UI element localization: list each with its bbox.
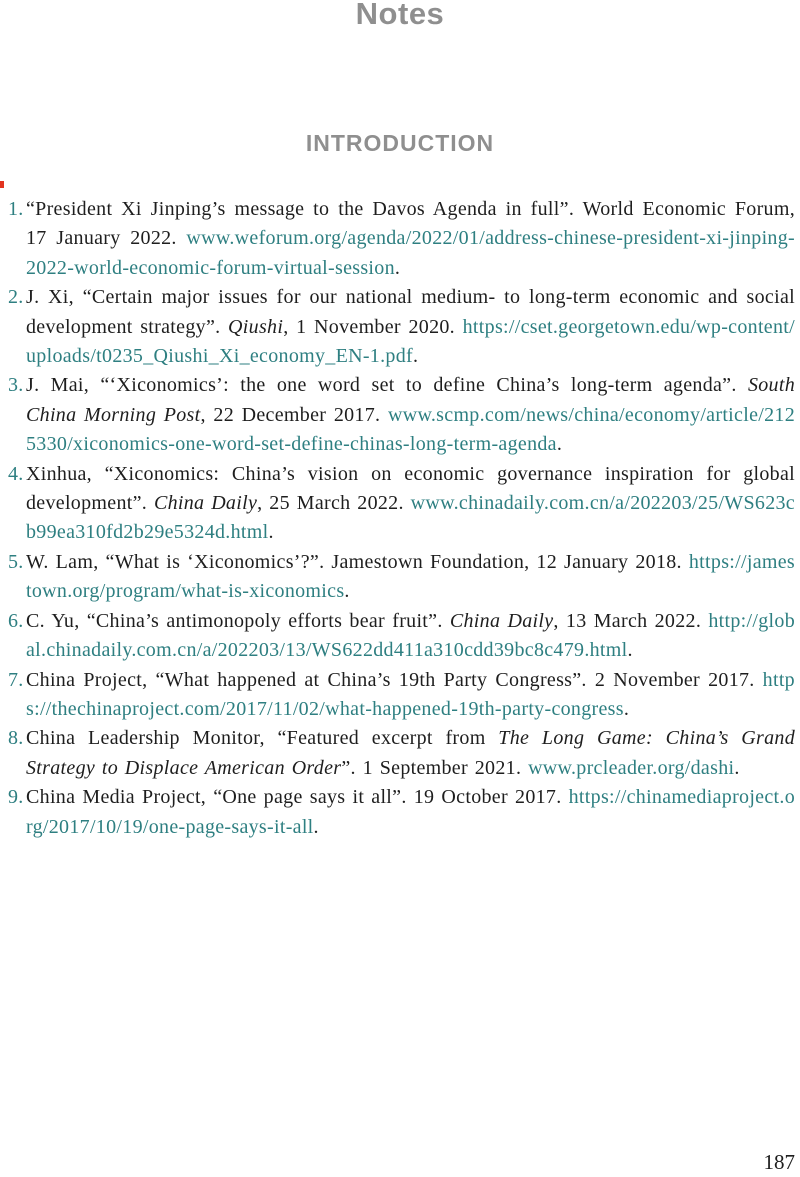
note-text-segment: , 25 March 2022. bbox=[257, 492, 411, 515]
note-item bbox=[8, 195, 795, 283]
note-text bbox=[26, 551, 795, 602]
note-text-segment: . bbox=[268, 521, 274, 544]
note-item bbox=[8, 548, 795, 607]
note-item bbox=[8, 460, 795, 548]
note-text-segment: China Media Project, “One page says it all”. 19 October 2017. bbox=[26, 786, 569, 809]
note-text-segment: Xinhua, “Xiconomics: China’s vision on economic governance inspiration for global development”. bbox=[26, 462, 795, 515]
note-publication-title: South China Morning Post bbox=[26, 374, 795, 426]
note-text-segment: “President Xi Jinping’s message to the Davos Agenda in full”. World Economic Forum, 17 January 2022. bbox=[26, 198, 795, 250]
note-link[interactable]: https://jamestown.org/program/what-is-xiconomics bbox=[26, 550, 795, 603]
note-number: 1. bbox=[8, 198, 24, 220]
note-text-segment: W. Lam, “What is ‘Xiconomics’?”. Jamestown Foundation, 12 January 2018. bbox=[26, 550, 689, 573]
note-text-segment: China Project, “What happened at China’s 19th Party Congress”. 2 November 2017. bbox=[26, 668, 763, 691]
note-link[interactable]: https://chinamediaproject.org/2017/10/19/one-page-says-it-all bbox=[26, 786, 795, 838]
note-link[interactable]: www.chinadaily.com.cn/a/202203/25/WS623cb99ea310fd2b29e5324d.html bbox=[26, 492, 795, 544]
note-text-segment: . bbox=[556, 433, 563, 456]
note-number: 9. bbox=[8, 786, 24, 809]
note-publication-title: China Daily bbox=[153, 492, 258, 515]
note-number: 3. bbox=[8, 374, 24, 397]
page-number: 187 bbox=[763, 1150, 795, 1174]
note-text-segment: . bbox=[313, 815, 319, 838]
note-link[interactable]: www.scmp.com/news/china/economy/article/2125330/xiconomics-one-word-set-define-chinas-long-term-agenda bbox=[26, 403, 796, 456]
red-scan-artifact bbox=[0, 181, 4, 188]
note-text bbox=[26, 727, 795, 778]
note-text-segment: . bbox=[344, 580, 350, 603]
section-heading-introduction: INTRODUCTION bbox=[305, 130, 495, 156]
note-publication-title: Qiushi bbox=[228, 315, 284, 338]
note-text bbox=[26, 374, 795, 455]
note-text-segment: . bbox=[623, 697, 630, 720]
note-link[interactable]: www.prcleader.org/dashi bbox=[528, 756, 735, 779]
note-publication-title: China Daily bbox=[449, 609, 554, 632]
note-item bbox=[8, 371, 795, 459]
note-text bbox=[26, 669, 795, 720]
note-text-segment: , 1 November 2020. bbox=[283, 315, 463, 338]
note-number: 5. bbox=[8, 550, 24, 573]
note-link[interactable]: https://thechinaproject.com/2017/11/02/what-happened-19th-party-congress bbox=[26, 668, 795, 720]
note-text-segment: , 22 December 2017. bbox=[200, 403, 388, 426]
note-link[interactable]: http://global.chinadaily.com.cn/a/202203/13/WS622dd411a310cdd39bc8c479.html bbox=[26, 609, 795, 662]
note-link[interactable]: www.weforum.org/agenda/2022/01/address-chinese-president-xi-jinping-2022-world-economic-forum-virtual-session bbox=[26, 227, 795, 279]
note-text-segment: . bbox=[734, 756, 740, 779]
note-item bbox=[8, 666, 795, 725]
note-text bbox=[26, 786, 795, 837]
note-number: 6. bbox=[8, 609, 24, 632]
note-item bbox=[8, 783, 795, 842]
note-text-segment: ”. 1 September 2021. bbox=[341, 756, 529, 779]
note-text-segment: C. Yu, “China’s antimonopoly efforts bear fruit”. bbox=[26, 609, 450, 632]
note-item bbox=[8, 283, 795, 371]
note-text-segment: . bbox=[412, 345, 419, 368]
note-text-segment: . bbox=[394, 256, 401, 279]
note-number: 4. bbox=[8, 462, 24, 485]
note-link[interactable]: https://cset.georgetown.edu/wp-content/uploads/t0235_Qiushi_Xi_economy_EN-1.pdf bbox=[26, 315, 795, 368]
note-text bbox=[26, 198, 795, 279]
note-text-segment: J. Xi, “Certain major issues for our national medium- to long-term economic and social development strategy”. bbox=[26, 286, 795, 338]
note-text-segment: , 13 March 2022. bbox=[553, 609, 709, 632]
note-text bbox=[26, 463, 795, 544]
note-number: 8. bbox=[8, 727, 24, 750]
note-text-segment: J. Mai, “‘Xiconomics’: the one word set to define China’s long-term agenda”. bbox=[26, 374, 748, 397]
note-number: 2. bbox=[8, 286, 24, 309]
note-text bbox=[26, 610, 795, 661]
note-text-segment: China Leadership Monitor, “Featured excerpt from bbox=[26, 727, 499, 750]
note-publication-title: The Long Game: China’s Grand Strategy to Displace American Order bbox=[26, 727, 795, 779]
page-title: Notes bbox=[355, 0, 445, 31]
note-number: 7. bbox=[8, 668, 24, 691]
note-item bbox=[8, 607, 795, 666]
notes-list bbox=[0, 195, 797, 842]
note-item bbox=[8, 724, 795, 783]
note-text bbox=[26, 286, 795, 367]
note-text-segment: . bbox=[627, 639, 633, 662]
